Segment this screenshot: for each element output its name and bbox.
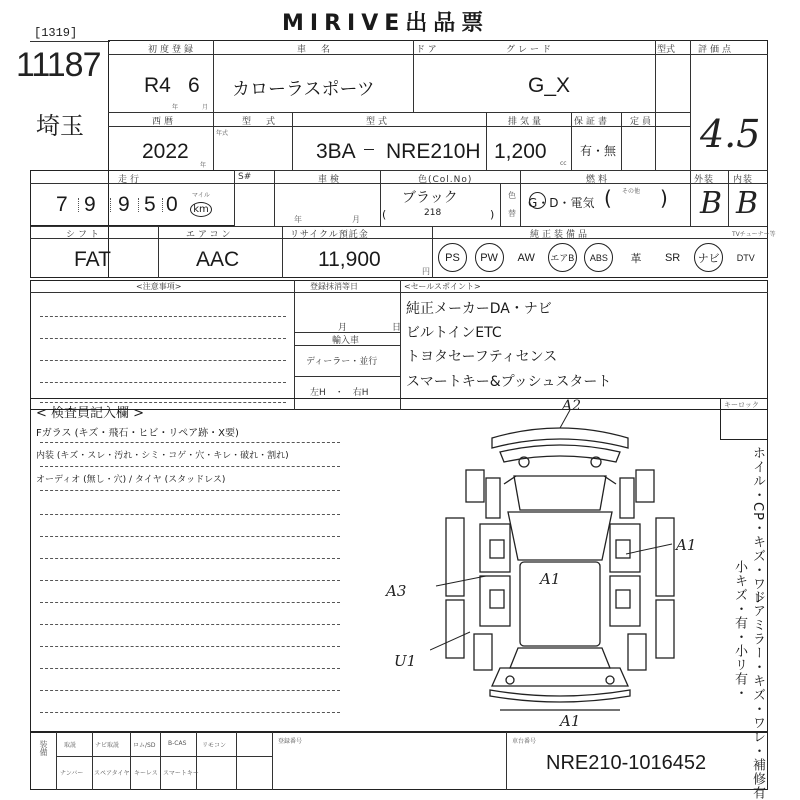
equipment-item: SR bbox=[664, 251, 681, 264]
car-damage-diagram bbox=[430, 400, 690, 730]
side-note-scratch: 小キズ・有・小リ有・ bbox=[732, 560, 747, 700]
damage-note-u1: U1 bbox=[394, 652, 417, 670]
color-number: 218 bbox=[424, 208, 442, 218]
inspection-title: < 検査員記入欄 > bbox=[36, 406, 145, 421]
lot-code: [1319] bbox=[34, 26, 78, 40]
sales-point-3: トヨタセーフティセンス bbox=[406, 349, 558, 365]
equipment-item: エアB bbox=[548, 243, 577, 272]
damage-note-a1-center: A1 bbox=[540, 570, 561, 588]
rating-value: 4.5 bbox=[700, 112, 761, 156]
western-year-label: 西暦 bbox=[152, 117, 177, 127]
note-line bbox=[40, 690, 340, 691]
sales-point-2: ビルトインETC bbox=[406, 325, 502, 341]
aircon-label: エアコン bbox=[186, 230, 234, 240]
reg-era: R4 bbox=[144, 74, 171, 97]
equipment-item: ナビ bbox=[694, 243, 723, 272]
mileage-digit-2: 9 bbox=[84, 193, 96, 216]
damage-note-a1-right: A1 bbox=[676, 536, 697, 554]
note-line bbox=[40, 602, 340, 603]
mileage-digit-4: 5 bbox=[144, 193, 156, 216]
reg-month: 6 bbox=[188, 74, 200, 97]
mileage-unit-km: km bbox=[190, 202, 212, 217]
engine-cc-value: 1,200 bbox=[494, 140, 547, 163]
note-line bbox=[40, 514, 340, 515]
sales-point-4: スマートキー&プッシュスタート bbox=[406, 374, 612, 390]
rating-label: 評価点 bbox=[698, 45, 735, 55]
side-note-wheel: ホイル・CP・キズ・ワレ bbox=[750, 446, 765, 605]
equipment-item: ABS bbox=[584, 243, 613, 272]
note-line bbox=[40, 580, 340, 581]
key-lock-label: キーロック bbox=[724, 401, 759, 409]
sales-label: <セールスポイント> bbox=[404, 282, 481, 291]
equipment-label: 純正装備品 bbox=[530, 230, 591, 240]
grade-value: G_X bbox=[528, 74, 571, 97]
fuel-label: 燃料 bbox=[586, 175, 611, 185]
inspection-line-2: 内装 (キズ・スレ・汚れ・シミ・コゲ・穴・キレ・破れ・割れ) bbox=[36, 451, 289, 461]
mileage-digit-3: 9 bbox=[118, 193, 130, 216]
mileage-digit-1: 7 bbox=[56, 193, 68, 216]
model-prefix: 3BA bbox=[316, 140, 356, 163]
note-line bbox=[40, 712, 340, 713]
mileage-digit-5: 0 bbox=[166, 193, 178, 216]
note-line bbox=[40, 624, 340, 625]
color-label: 色(Col.No) bbox=[418, 175, 473, 185]
equipment-item: PW bbox=[475, 243, 504, 272]
inspection-label: 車検 bbox=[318, 175, 343, 185]
recycle-value: 11,900 bbox=[318, 248, 381, 271]
note-line bbox=[40, 536, 340, 537]
capacity-label: 定員 bbox=[630, 117, 655, 127]
car-name-value: カローラスポーツ bbox=[232, 79, 375, 100]
model-label: 型式 bbox=[366, 117, 391, 127]
note-line bbox=[40, 558, 340, 559]
damage-note-a3: A3 bbox=[386, 582, 407, 600]
equipment-item: 革 bbox=[630, 252, 642, 265]
damage-note-a1-bottom: A1 bbox=[560, 712, 581, 730]
inspection-line-1: Fガラス (キズ・飛石・ヒビ・リペア跡・X要) bbox=[36, 428, 239, 439]
warranty-value: 有・無 bbox=[580, 144, 617, 158]
shift-label: シフト bbox=[66, 230, 103, 240]
chassis-number: NRE210-1016452 bbox=[546, 752, 707, 774]
doors-label: ドア bbox=[416, 45, 440, 55]
registration-label: 登録抹消等日 bbox=[310, 282, 358, 291]
color-value: ブラック bbox=[402, 190, 458, 206]
lot-region: 埼玉 bbox=[36, 112, 84, 140]
fuel-options: G・D・電気 bbox=[528, 196, 595, 210]
equipment-item: PS bbox=[438, 243, 467, 272]
damage-note-a2: A2 bbox=[562, 398, 582, 414]
equipment-item: AW bbox=[517, 251, 535, 264]
recycle-label: リサイクル預託金 bbox=[290, 230, 369, 240]
note-line bbox=[40, 646, 340, 647]
engine-cc-label: 排気量 bbox=[508, 117, 545, 127]
sales-point-1: 純正メーカーDA・ナビ bbox=[406, 301, 552, 317]
note-line bbox=[40, 668, 340, 669]
side-note-mirror: ドアミラー・キズ・ワレ・補修有 bbox=[750, 590, 765, 800]
equipment-item: DTV bbox=[736, 252, 755, 263]
steering-label: 左H ・ 右H bbox=[310, 388, 369, 398]
exterior-grade: B bbox=[700, 186, 723, 221]
sharp-label: S# bbox=[238, 172, 252, 182]
interior-label: 内装 bbox=[733, 175, 754, 185]
inspection-line-3: オーディオ (無し・穴) / タイヤ (スタッドレス) bbox=[36, 475, 226, 485]
aircon-value: AAC bbox=[196, 248, 240, 271]
dealer-label: ディーラー・並行 bbox=[306, 357, 378, 367]
model-top-label: 型 式 bbox=[242, 117, 279, 127]
exterior-label: 外装 bbox=[694, 175, 715, 185]
interior-grade: B bbox=[736, 186, 759, 221]
caution-label: <注意事項> bbox=[136, 282, 182, 291]
year-value: 2022 bbox=[142, 140, 189, 163]
form-title: MIRIVE出品票 bbox=[282, 11, 490, 36]
car-name-label: 車 名 bbox=[297, 45, 334, 55]
first-reg-label: 初度登録 bbox=[148, 45, 197, 55]
class-label: 型式 bbox=[657, 45, 676, 55]
model-code: NRE210H bbox=[386, 140, 481, 163]
lot-number: 11187 bbox=[16, 46, 101, 84]
warranty-label: 保証書 bbox=[574, 117, 611, 127]
shift-value: FAT bbox=[74, 248, 111, 271]
mileage-label: 走行 bbox=[118, 175, 143, 185]
grade-label: グレード bbox=[506, 45, 555, 55]
